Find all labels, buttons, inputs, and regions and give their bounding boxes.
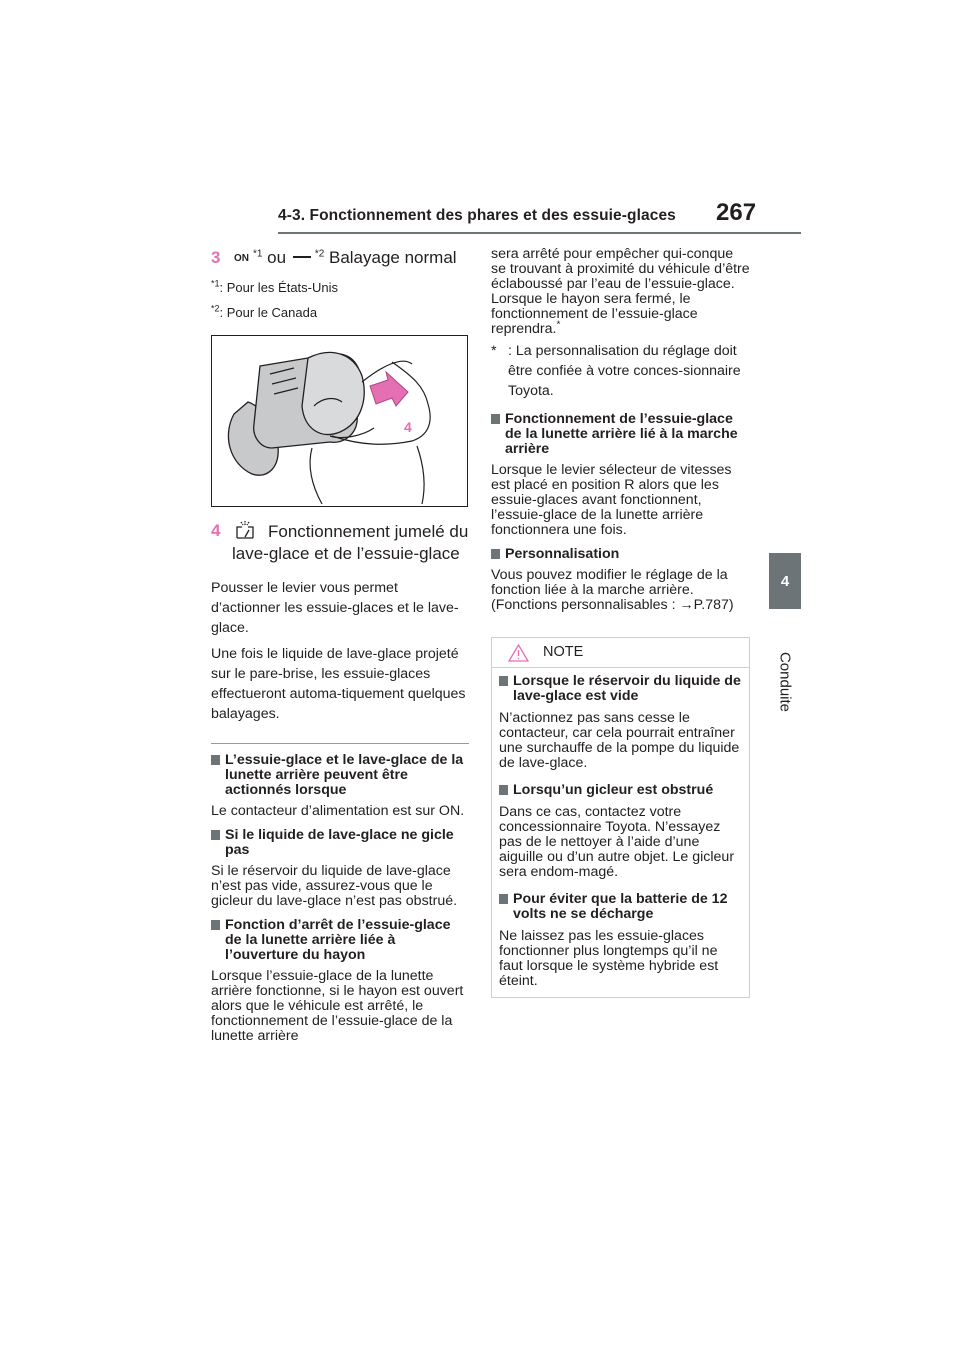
square-bullet-icon (211, 755, 220, 765)
or-text: ou (262, 248, 291, 267)
wiper-on-symbol: ON (234, 253, 249, 264)
header-rule (278, 232, 801, 234)
section-title: 4-3. Fonctionnement des phares et des essuie-glaces (278, 207, 676, 224)
footnote-ref: *2 (314, 248, 325, 260)
chapter-label: Conduite (776, 651, 794, 713)
note-title: NOTE (492, 638, 749, 668)
step-number: 3 (211, 248, 221, 267)
note-box (491, 637, 750, 998)
footnote: $^{*1}$: Pour les États-Unis (211, 278, 339, 295)
push-arrow-icon (370, 372, 408, 406)
note-section-heading: Pour éviter que la batterie de 12 volts ne se décharge (499, 892, 742, 922)
right-column (491, 247, 750, 998)
note-section-heading: Lorsque le réservoir du liquide de lave-glace est vide (499, 674, 742, 704)
square-bullet-icon (499, 676, 508, 686)
section-text: Vous pouvez modifier le réglage de la fonction liée à la marche arrière. (Fonctions personnalisables : →P.787) (491, 567, 734, 613)
warning-triangle-icon (508, 644, 529, 662)
paragraph: sera arrêté pour empêcher qui-conque se trouvant à proximité du véhicule d’être éclaboussé par l’eau de l’essuie-glace. Lorsque le hayon sera fermé, le fonctionnement de l’essuie-glace reprendra.* (491, 246, 750, 337)
callout-label: 4 (404, 419, 412, 435)
note-section-text: Dans ce cas, contactez votre concessionnaire Toyota. N’essayez pas de le nettoyer à l’aide d’une aiguille ou d’un autre objet. Le gicleur sera endom-magé. (499, 804, 735, 880)
square-bullet-icon (211, 830, 220, 840)
washer-wiper-icon (234, 520, 256, 540)
footnote: $^{*2}$: Pour le Canada (211, 303, 318, 320)
footnotes (211, 280, 469, 321)
paragraph: Pousser le levier vous permet d’actionner les essuie-glaces et le lave-glace. (211, 580, 459, 636)
section-heading: Si le liquide de lave-glace ne gicle pas (211, 828, 469, 858)
note-section-text: N’actionnez pas sans cesse le contacteur, car cela pourrait entraîner une surchauffe de la pompe du liquide de lave-glace. (499, 710, 740, 771)
step-3 (211, 247, 469, 270)
lever-drawing (212, 336, 467, 506)
wiper-low-dash-icon (293, 256, 311, 258)
step-label: Balayage normal (324, 248, 457, 267)
section-text: Si le réservoir du liquide de lave-glace n’est pas vide, assurez-vous que le gicleur du lave-glace n’est pas obstrué. (211, 863, 458, 909)
square-bullet-icon (499, 894, 508, 904)
section-heading: L’essuie-glace et le lave-glace de la lunette arrière peuvent être actionnés lorsque (211, 753, 469, 798)
page-number: 267 (716, 199, 757, 226)
step-label: Fonctionnement jumelé du lave-glace et de l’essuie-glace (232, 522, 469, 563)
square-bullet-icon (491, 414, 500, 424)
section-heading: Fonction d’arrêt de l’essuie-glace de la lunette arrière liée à l’ouverture du hayon (211, 918, 469, 963)
footnote-ref: *1 (253, 248, 263, 260)
note-section-heading: Lorsqu’un gicleur est obstrué (499, 783, 742, 798)
step-number: 4 (211, 521, 221, 540)
wiper-lever-illustration (211, 335, 468, 507)
square-bullet-icon (211, 920, 220, 930)
chapter-number: 4 (780, 572, 790, 590)
section-heading: Fonctionnement de l’essuie-glace de la lunette arrière lié à la marche arrière (491, 412, 750, 457)
section-text: Lorsque l’essuie-glace de la lunette arrière fonctionne, si le hayon est ouvert alors que le véhicule est arrêté, le fonctionnement de l’essuie-glace de la lunette arrière (211, 968, 464, 1044)
square-bullet-icon (491, 549, 500, 559)
note-section-text: Ne laissez pas les essuie-glaces fonctionner plus longtemps qu’il ne faut lorsque le système hybride est éteint. (499, 928, 719, 989)
step-4 (211, 520, 469, 565)
footnote: * : La personnalisation du réglage doit être confiée à votre conces-sionnaire Toyota. (491, 343, 741, 399)
left-column (211, 247, 469, 1044)
paragraph: Une fois le liquide de lave-glace projeté sur le pare-brise, les essuie-glaces effectueront automa-tiquement quelques balayages. (211, 646, 466, 722)
section-heading: Personnalisation (491, 547, 750, 562)
section-text: Lorsque le levier sélecteur de vitesses est placé en position R alors que les essuie-glaces avant fonctionnent, l’essuie-glace de la lunette arrière fonctionnera une fois. (491, 462, 732, 538)
section-text: Le contacteur d’alimentation est sur ON. (211, 803, 465, 819)
chapter-tab[interactable] (769, 553, 801, 609)
square-bullet-icon (499, 785, 508, 795)
divider (211, 743, 469, 744)
